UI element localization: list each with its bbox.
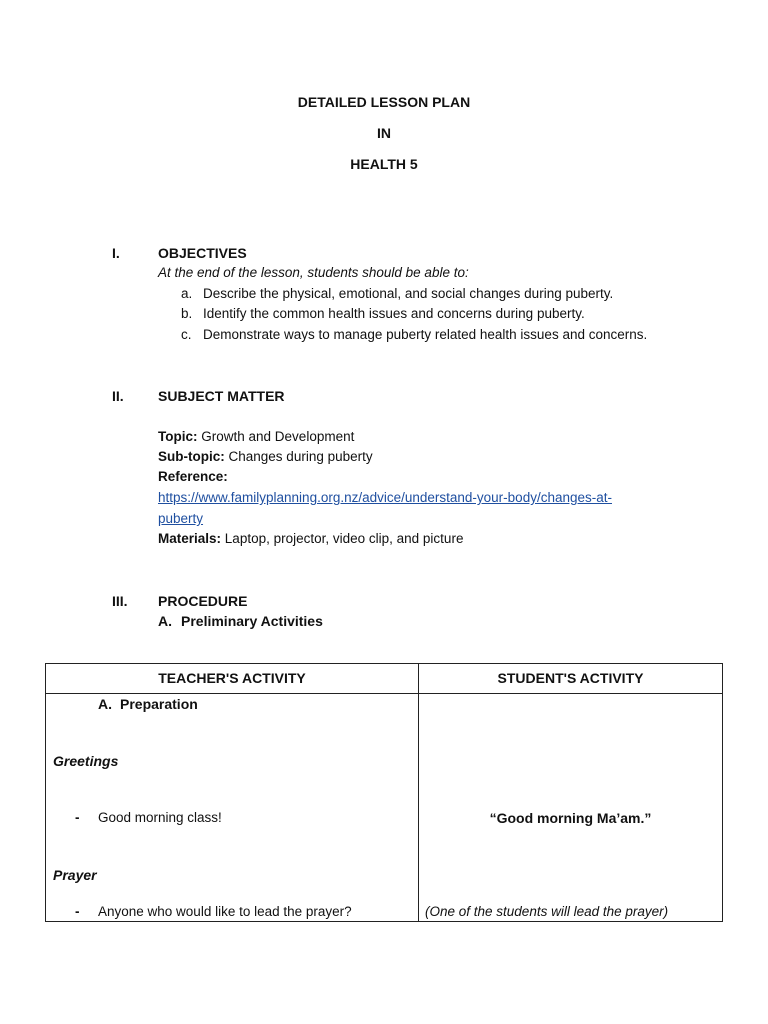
preliminary-activities-marker: A. bbox=[158, 613, 172, 629]
prayer-bullet: - bbox=[75, 904, 80, 919]
topic-label: Topic: bbox=[158, 429, 198, 444]
teacher-activity-header: TEACHER'S ACTIVITY bbox=[158, 670, 306, 686]
subtopic-label: Sub-topic: bbox=[158, 449, 225, 464]
materials-line bbox=[158, 531, 463, 546]
greeting-teacher-line: Good morning class! bbox=[98, 810, 222, 825]
procedure-numeral: III. bbox=[112, 593, 128, 609]
objective-item-b: Identify the common health issues and concerns during puberty. bbox=[203, 306, 585, 321]
greeting-student-response: “Good morning Ma’am.” bbox=[489, 810, 652, 826]
preliminary-activities-heading: Preliminary Activities bbox=[181, 613, 323, 629]
prayer-student-response: (One of the students will lead the prayer) bbox=[425, 904, 669, 919]
document-title: DETAILED LESSON PLAN bbox=[297, 94, 471, 110]
table-header-row bbox=[46, 664, 723, 694]
student-activity-cell bbox=[419, 694, 723, 922]
objectives-heading: OBJECTIVES bbox=[158, 245, 247, 261]
procedure-heading: PROCEDURE bbox=[158, 593, 248, 609]
objective-marker-c: c. bbox=[181, 327, 192, 342]
objective-item-c: Demonstrate ways to manage puberty related health issues and concerns. bbox=[203, 327, 648, 342]
subtopic-line bbox=[158, 449, 373, 464]
materials-label: Materials: bbox=[158, 531, 222, 546]
objectives-numeral: I. bbox=[112, 245, 120, 261]
prayer-label: Prayer bbox=[53, 867, 97, 883]
reference-link-line2[interactable]: puberty bbox=[158, 511, 204, 526]
subject-matter-numeral: II. bbox=[112, 388, 124, 404]
reference-label: Reference: bbox=[158, 469, 228, 484]
preparation-heading: Preparation bbox=[120, 696, 198, 712]
teacher-activity-header-cell bbox=[46, 664, 419, 694]
reference-link-line1[interactable]: https://www.familyplanning.org.nz/advice/understand-your-body/changes-at- bbox=[158, 490, 612, 505]
topic-line bbox=[158, 429, 354, 444]
student-activity-header-cell bbox=[419, 664, 723, 694]
objective-marker-a: a. bbox=[181, 286, 193, 301]
document-title-in: IN bbox=[377, 125, 391, 141]
subtopic-value: Changes during puberty bbox=[228, 449, 373, 464]
greeting-bullet: - bbox=[75, 810, 80, 825]
prayer-teacher-line: Anyone who would like to lead the prayer? bbox=[98, 904, 352, 919]
objective-marker-b: b. bbox=[181, 306, 193, 321]
teacher-activity-cell bbox=[46, 694, 419, 922]
activity-table bbox=[45, 663, 723, 922]
preparation-marker: A. bbox=[98, 696, 112, 712]
materials-value: Laptop, projector, video clip, and picture bbox=[224, 531, 464, 546]
objective-item-a: Describe the physical, emotional, and social changes during puberty. bbox=[203, 286, 614, 301]
document-subject: HEALTH 5 bbox=[350, 156, 418, 172]
table-row bbox=[46, 694, 723, 922]
greetings-label: Greetings bbox=[53, 753, 119, 769]
objectives-intro: At the end of the lesson, students should be able to: bbox=[158, 265, 469, 280]
topic-value: Growth and Development bbox=[201, 429, 355, 444]
subject-matter-heading: SUBJECT MATTER bbox=[158, 388, 285, 404]
student-activity-header: STUDENT'S ACTIVITY bbox=[497, 670, 644, 686]
